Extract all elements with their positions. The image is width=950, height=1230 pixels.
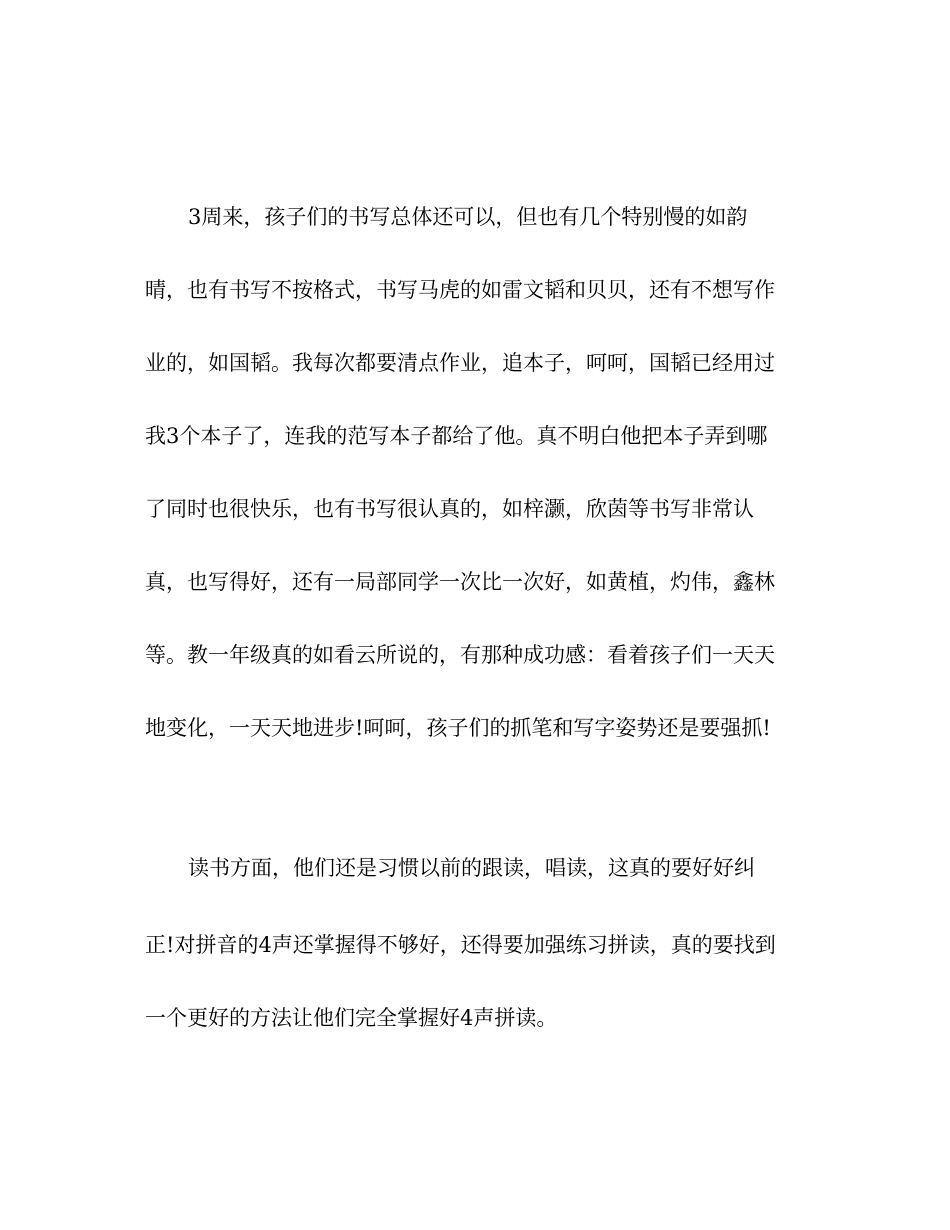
text-line: 读书方面，他们还是习惯以前的跟读，唱读，这真的要好好纠: [188, 856, 755, 880]
text-line: 真，也写得好，还有一局部同学一次比一次好，如黄植，灼伟，鑫林: [145, 570, 775, 594]
text-line: 等。教一年级真的如看云所说的，有那种成功感：看着孩子们一天天: [145, 643, 775, 667]
text-line: 业的，如国韬。我每次都要清点作业，追本子，呵呵，国韬已经用过: [145, 351, 775, 375]
text-line: 了同时也很快乐，也有书写很认真的，如梓灏，欣茵等书写非常认: [145, 497, 754, 521]
text-line: 晴，也有书写不按格式，书写马虎的如雷文韬和贝贝，还有不想写作: [145, 278, 775, 302]
text-line: 正!对拼音的4声还掌握得不够好，还得要加强练习拼读，真的要找到: [145, 933, 776, 957]
text-line: 一个更好的方法让他们完全掌握好4声拼读。: [145, 1006, 558, 1030]
text-line: 3周来，孩子们的书写总体还可以，但也有几个特别慢的如韵: [188, 205, 748, 229]
text-line: 我3个本子了，连我的范写本子都给了他。真不明白他把本子弄到哪: [145, 424, 768, 448]
text-line: 地变化，一天天地进步!呵呵，孩子们的抓笔和写字姿势还是要强抓!: [145, 716, 771, 740]
